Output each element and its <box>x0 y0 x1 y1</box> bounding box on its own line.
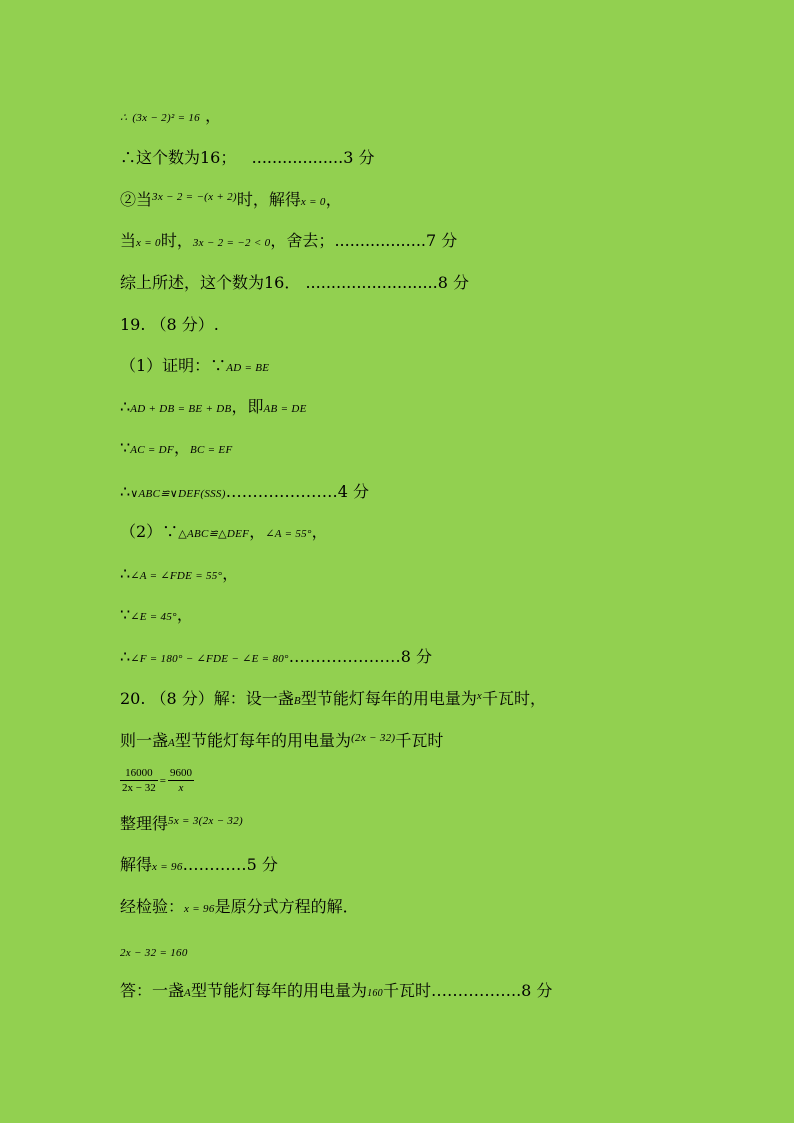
denominator: 2x − 32 <box>122 782 156 794</box>
text: 则一盏 <box>120 731 169 750</box>
equation: △ABC≌△DEF <box>178 528 250 540</box>
text: 时，解得 <box>236 190 301 209</box>
line-1 <box>120 106 221 128</box>
equation: x = 0 <box>136 237 161 249</box>
text: ②当 <box>120 190 153 209</box>
score: ..................3 分 <box>251 148 375 167</box>
text: 时， <box>160 231 193 250</box>
equation: AD = BE <box>226 362 270 374</box>
equation: (3x − 2)² = 16 <box>132 112 200 124</box>
score: …………………4 分 <box>225 482 369 501</box>
text: 19. （8 分）. <box>120 315 219 334</box>
text: 综上所述，这个数为16． <box>120 273 301 292</box>
text: ， <box>249 522 266 541</box>
text: ∵ <box>120 438 131 457</box>
line-9 <box>120 438 232 460</box>
numerator: 16000 <box>120 766 158 781</box>
text: 答：一盏 <box>120 981 185 1000</box>
equation: x = 96 <box>184 903 215 915</box>
number: 160 <box>367 988 383 999</box>
text: ∴ <box>120 397 131 416</box>
line-12 <box>120 564 238 586</box>
text: 当 <box>120 231 137 250</box>
text: （1）证明：∵ <box>120 356 227 375</box>
section-19-heading <box>120 315 219 335</box>
numerator: 9600 <box>169 767 192 779</box>
line-17 <box>120 814 243 836</box>
therefore-symbol: ∴ <box>120 112 128 124</box>
line-7 <box>120 356 269 378</box>
equation: x = 0 <box>300 196 326 208</box>
equation: AD + DB = BE + DB <box>130 403 232 415</box>
text: 千瓦时 <box>395 731 444 750</box>
equation: 5x = 3(2x − 32) <box>168 815 243 827</box>
punct: ， <box>176 605 193 624</box>
equation: AC = DF <box>130 444 174 456</box>
text: ，即 <box>231 397 264 416</box>
text: ∴ <box>120 482 131 501</box>
line-13 <box>120 605 193 627</box>
fraction-right <box>168 766 194 795</box>
line-14 <box>120 647 432 669</box>
line-18 <box>120 855 278 877</box>
text: ∴ <box>120 647 131 666</box>
punct: ， <box>325 190 342 209</box>
equation: ∠E = 45° <box>130 611 177 623</box>
score: ..................7 分 <box>334 231 458 250</box>
text: 20. （8 分）解：设一盏 <box>120 689 294 708</box>
line-5 <box>120 273 469 293</box>
variable: A <box>184 987 192 999</box>
denominator: x <box>178 782 184 794</box>
equals-sign: = <box>159 774 166 787</box>
text: 经检验： <box>120 897 185 916</box>
variable: A <box>168 737 176 749</box>
text: 型节能灯每年的用电量为 <box>175 731 352 750</box>
equation: x = 96 <box>152 861 183 873</box>
line-3 <box>120 190 342 212</box>
text: 整理得 <box>120 814 169 833</box>
text: 是原分式方程的解． <box>214 897 359 916</box>
text: 型节能灯每年的用电量为 <box>300 689 477 708</box>
text: （2）∵ <box>120 522 179 541</box>
text: 型节能灯每年的用电量为 <box>191 981 368 1000</box>
line-16 <box>120 731 443 753</box>
equation: ∠F = 180° − ∠FDE − ∠E = 80° <box>130 653 289 665</box>
punct: ， <box>311 522 328 541</box>
text: ∴这个数为16； <box>120 148 237 167</box>
equation: AB = DE <box>263 403 307 415</box>
answer-line <box>120 981 552 1004</box>
punct: ， <box>205 106 222 125</box>
score: ……………..8 分 <box>430 981 553 1000</box>
equation: (2x − 32) <box>351 732 396 744</box>
variable: x <box>476 690 483 702</box>
equation: 3x − 2 = −(x + 2) <box>152 191 237 203</box>
section-20-heading <box>120 689 546 711</box>
equation: ∠A = ∠FDE = 55° <box>130 570 223 582</box>
equation: ∨ABC≌∨DEF(SSS) <box>130 488 226 500</box>
fraction-equation <box>120 766 194 795</box>
text: 千瓦时 <box>382 981 431 1000</box>
text: ， <box>173 438 190 457</box>
score: …………………8 分 <box>288 647 433 666</box>
line-10 <box>120 482 369 504</box>
score: ..........................8 分 <box>305 273 469 292</box>
equation: 2x − 32 = 160 <box>120 947 188 959</box>
line-20 <box>120 941 188 963</box>
punct: ， <box>222 564 239 583</box>
equation: ∠A = 55° <box>265 528 312 540</box>
score: …………5 分 <box>182 855 278 874</box>
line-8 <box>120 397 307 419</box>
fraction-left <box>120 766 158 795</box>
text: 解得 <box>120 855 153 874</box>
equation: BC = EF <box>189 444 233 456</box>
line-19 <box>120 897 359 919</box>
equation: 3x − 2 = −2 < 0 <box>192 237 271 249</box>
variable: B <box>293 695 301 707</box>
text: ，舍去； <box>270 231 335 250</box>
line-2 <box>120 148 374 168</box>
line-4 <box>120 231 457 253</box>
text: ∴ <box>120 564 131 583</box>
text: 千瓦时， <box>482 689 547 708</box>
line-11 <box>120 522 328 544</box>
text: ∵ <box>120 605 131 624</box>
